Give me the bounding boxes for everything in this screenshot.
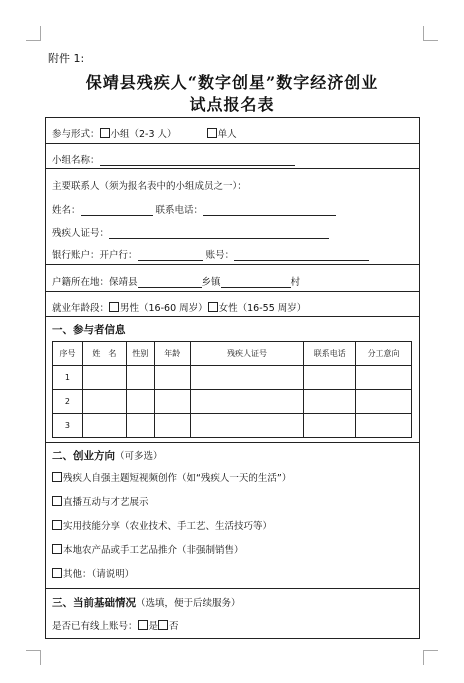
- town-text: 乡镇: [201, 277, 221, 288]
- col-header-index: 序号: [53, 342, 83, 366]
- col-header-age: 年龄: [154, 342, 190, 366]
- direction-option-label: 本地农产品或手工艺品推介（非强制销售）: [63, 545, 244, 556]
- row-index: 1: [53, 366, 83, 390]
- direction-checkbox[interactable]: [52, 520, 62, 530]
- direction-option-label: 其他：（请说明）: [63, 569, 135, 580]
- direction-option-label: 实用技能分享（农业技术、手工艺、生活技巧等）: [63, 521, 273, 532]
- group-name-row: [46, 144, 419, 169]
- table-cell[interactable]: [304, 414, 356, 438]
- group-checkbox[interactable]: [100, 128, 110, 138]
- main-contact-row: [46, 169, 419, 265]
- group-name-field[interactable]: [100, 156, 295, 166]
- direction-option-label: 残疾人自强主题短视频创作（如“残疾人一天的生活”）: [63, 473, 292, 484]
- bank-open-label: 开户行：: [99, 250, 138, 261]
- id-field[interactable]: [109, 229, 329, 239]
- participation-label: 参与形式：: [52, 129, 100, 140]
- business-direction-section: [46, 443, 419, 589]
- col-header-role: 分工意向: [356, 342, 412, 366]
- age-range-row: [46, 292, 419, 317]
- table-cell[interactable]: [304, 390, 356, 414]
- direction-option-label: 直播互动与才艺展示: [63, 497, 149, 508]
- id-label: 残疾人证号：: [52, 228, 110, 239]
- table-cell[interactable]: [154, 366, 190, 390]
- table-cell[interactable]: [82, 390, 126, 414]
- row-index: 2: [53, 390, 83, 414]
- female-checkbox[interactable]: [208, 302, 218, 312]
- attachment-label: 附件 1:: [48, 52, 85, 65]
- col-header-phone: 联系电话: [304, 342, 356, 366]
- section3-title: 三、当前基础情况: [52, 597, 136, 609]
- col-header-gender: 性别: [126, 342, 154, 366]
- phone-label: 联系电话：: [155, 205, 204, 216]
- residence-label: 户籍所在地：: [52, 277, 110, 288]
- section1-title: 一、参与者信息: [52, 324, 126, 336]
- phone-field[interactable]: [203, 206, 336, 216]
- document-title: 保靖县残疾人“数字创星”数字经济创业: [85, 73, 379, 92]
- table-cell[interactable]: [304, 366, 356, 390]
- name-field[interactable]: [81, 206, 153, 216]
- participant-info-section: [46, 317, 419, 443]
- participation-row: [46, 118, 419, 144]
- table-cell[interactable]: [356, 414, 412, 438]
- table-cell[interactable]: [82, 414, 126, 438]
- crop-mark-bottom-right: [423, 650, 438, 665]
- table-cell[interactable]: [190, 366, 304, 390]
- table-cell[interactable]: [126, 414, 154, 438]
- direction-checkbox[interactable]: [52, 496, 62, 506]
- online-account-question: 是否已有线上账号：: [52, 621, 138, 632]
- group-name-label: 小组名称：: [52, 155, 100, 166]
- table-row: [53, 414, 412, 438]
- col-header-id: 残疾人证号: [190, 342, 304, 366]
- crop-mark-top-left: [26, 26, 41, 41]
- table-row: [53, 390, 412, 414]
- table-cell[interactable]: [356, 366, 412, 390]
- section2-note: （可多选）: [115, 451, 163, 462]
- table-cell[interactable]: [190, 414, 304, 438]
- female-option-label: 女性（16-55 周岁）: [218, 303, 307, 314]
- table-cell[interactable]: [126, 366, 154, 390]
- crop-mark-bottom-left: [26, 650, 41, 665]
- table-cell[interactable]: [82, 366, 126, 390]
- village-text: 村: [290, 277, 301, 288]
- table-cell[interactable]: [126, 390, 154, 414]
- section3-note: （选填，便于后续服务）: [136, 598, 241, 609]
- table-header-row: [53, 342, 412, 366]
- male-checkbox[interactable]: [109, 302, 119, 312]
- direction-checkbox[interactable]: [52, 568, 62, 578]
- single-option-label: 单人: [217, 129, 237, 140]
- yes-label: 是: [148, 621, 159, 632]
- town-field[interactable]: [138, 278, 202, 288]
- section2-title: 二、创业方向: [52, 450, 115, 462]
- col-header-name: 姓 名: [82, 342, 126, 366]
- main-contact-title: 主要联系人（须为报名表中的小组成员之一）：: [52, 181, 247, 192]
- table-row: [53, 366, 412, 390]
- village-field[interactable]: [221, 278, 291, 288]
- table-cell[interactable]: [356, 390, 412, 414]
- group-option-label: 小组（2-3 人）: [110, 129, 177, 140]
- account-field[interactable]: [234, 251, 369, 261]
- name-label: 姓名：: [52, 205, 81, 216]
- row-index: 3: [53, 414, 83, 438]
- participant-table: [52, 341, 412, 438]
- age-range-label: 就业年龄段：: [52, 303, 110, 314]
- no-label: 否: [169, 621, 179, 632]
- registration-form: [45, 117, 420, 639]
- document-title-line2: 试点报名表: [189, 95, 275, 114]
- table-cell[interactable]: [154, 390, 190, 414]
- crop-mark-top-right: [423, 26, 438, 41]
- direction-checkbox[interactable]: [52, 544, 62, 554]
- current-status-section: [46, 589, 419, 638]
- yes-checkbox[interactable]: [138, 620, 148, 630]
- county-text: 保靖县: [109, 277, 138, 288]
- no-checkbox[interactable]: [158, 620, 168, 630]
- table-cell[interactable]: [154, 414, 190, 438]
- bank-label: 银行账户：: [52, 250, 100, 261]
- table-cell[interactable]: [190, 390, 304, 414]
- male-option-label: 男性（16-60 周岁）: [120, 303, 208, 314]
- direction-checkbox[interactable]: [52, 472, 62, 482]
- single-checkbox[interactable]: [207, 128, 217, 138]
- account-label: 账号：: [205, 250, 235, 261]
- bank-open-field[interactable]: [138, 251, 203, 261]
- residence-row: [46, 265, 419, 292]
